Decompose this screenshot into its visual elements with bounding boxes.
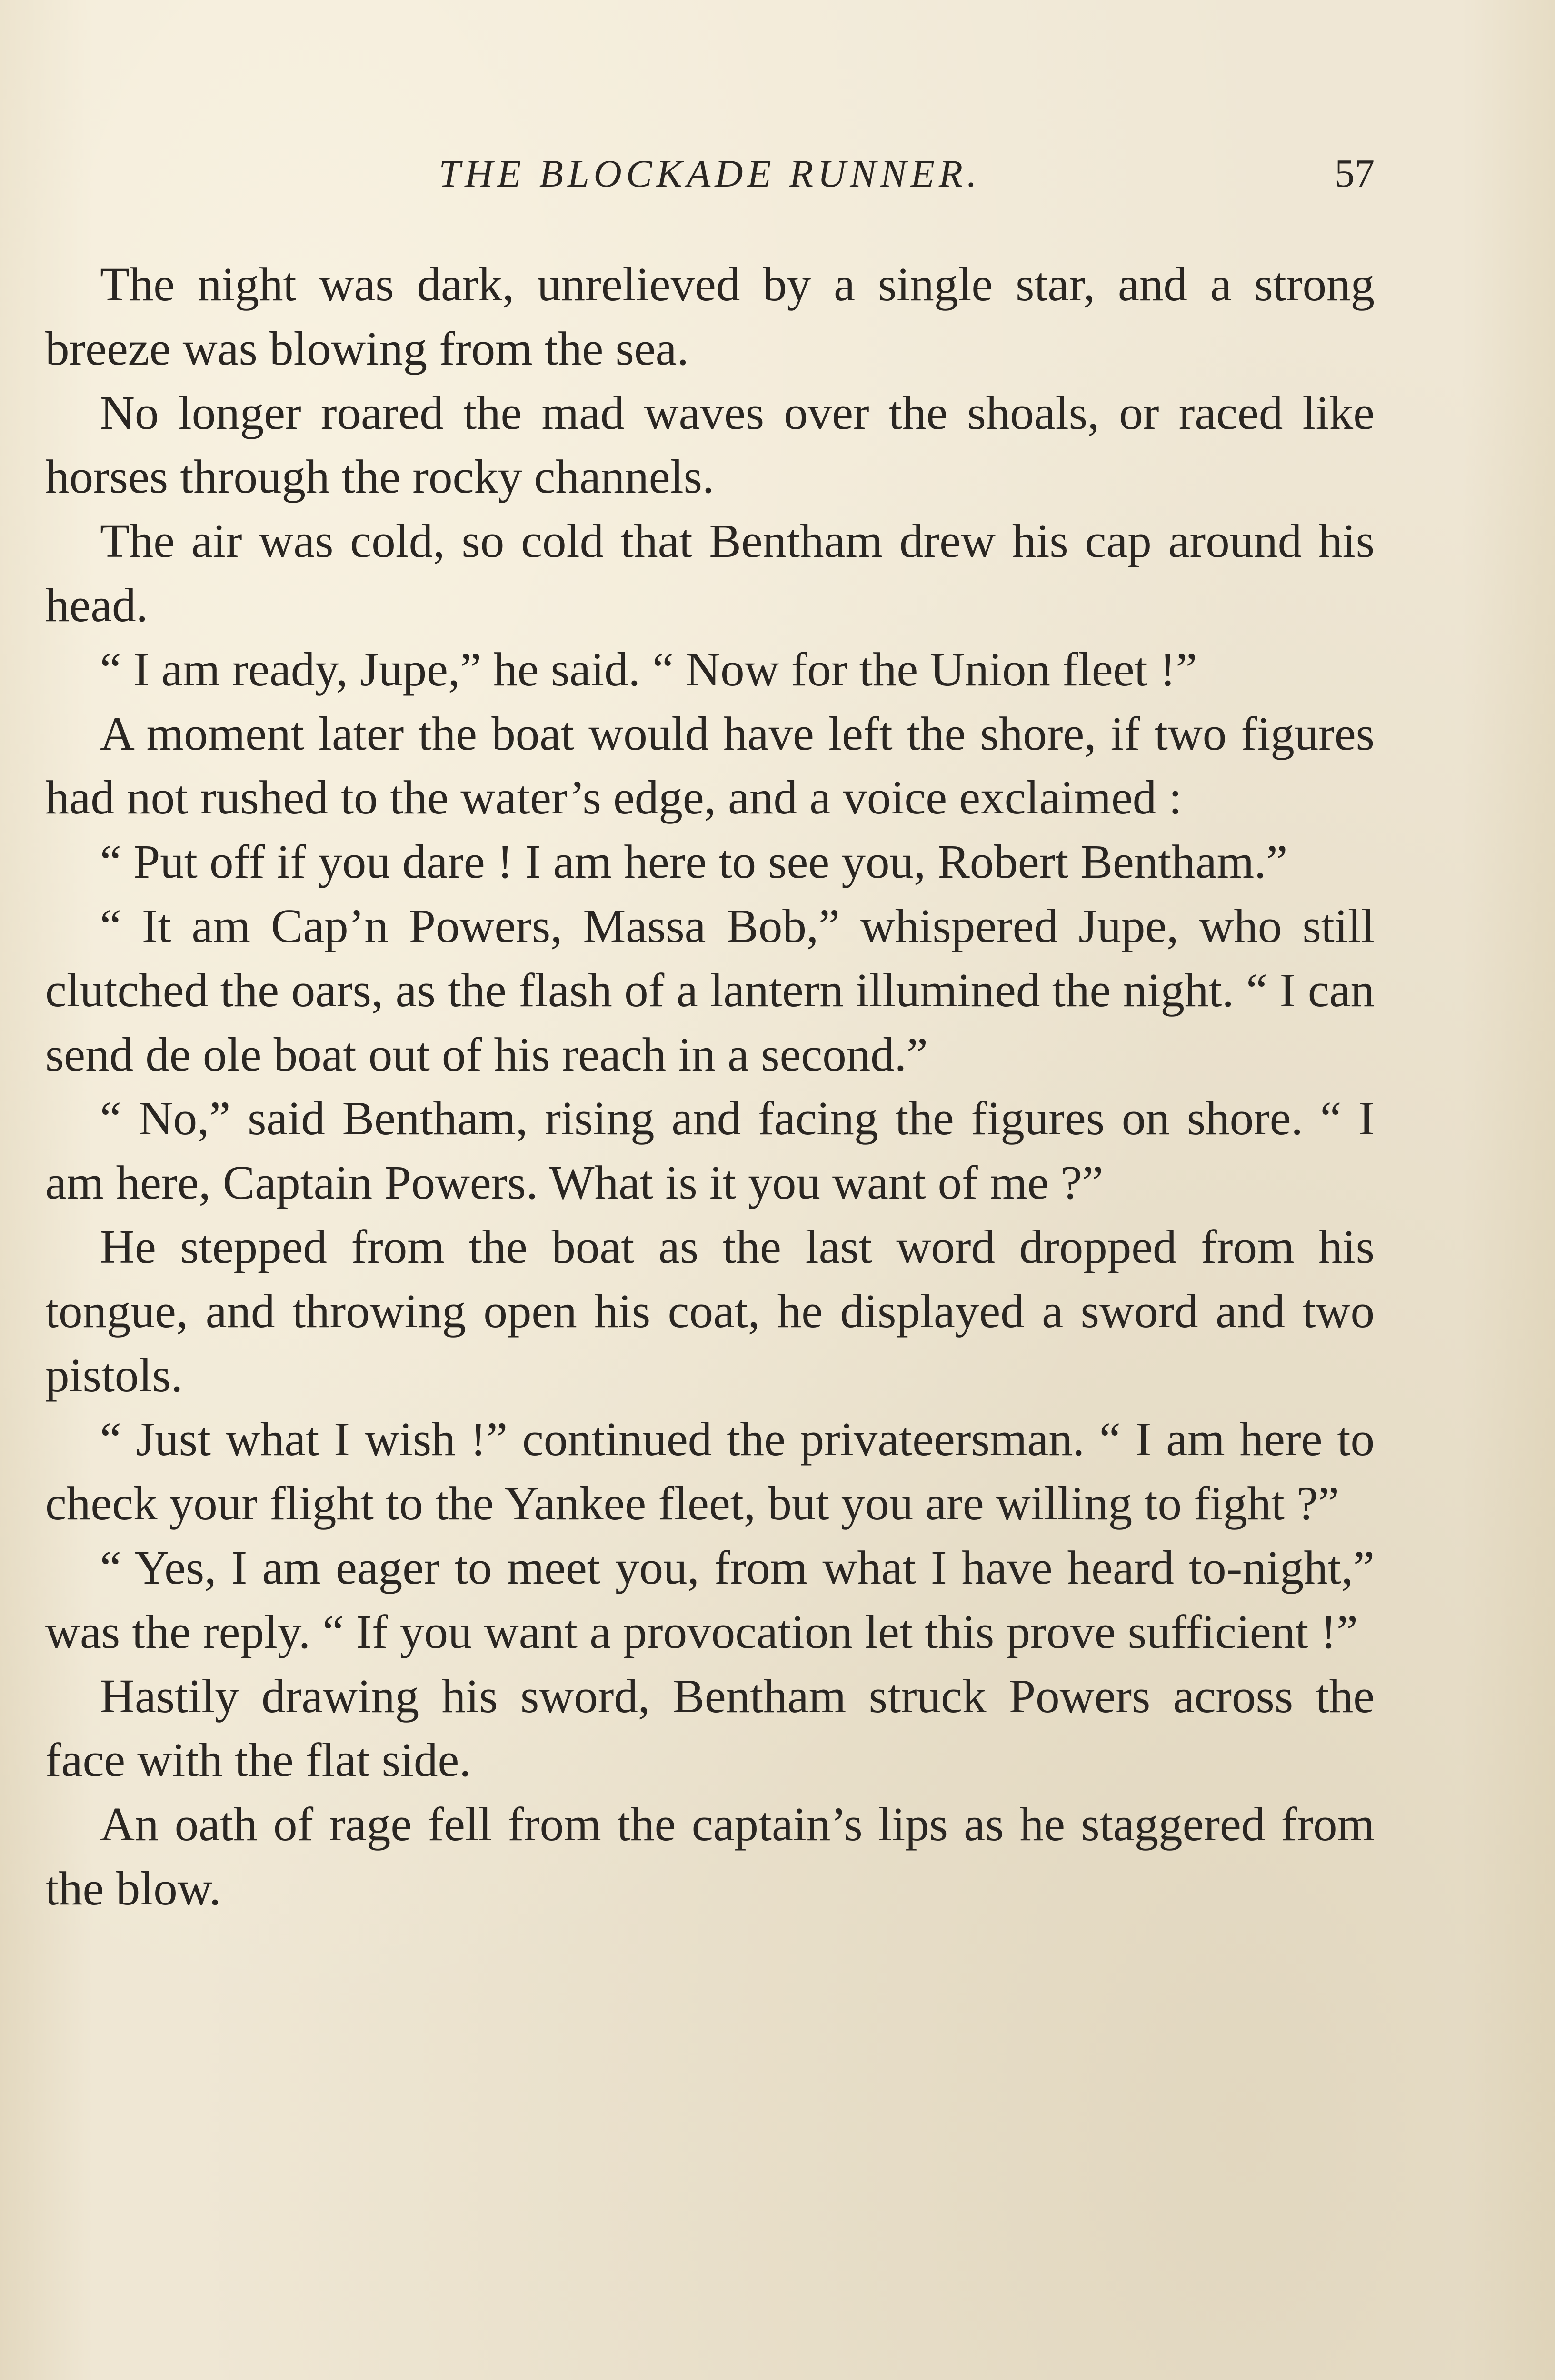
body-text [45, 252, 1375, 1921]
page-number: 57 [1335, 151, 1375, 196]
running-head [45, 143, 1375, 205]
paragraph: No longer roared the mad waves over the shoals, or raced like horses through the rocky channels. [45, 386, 1375, 504]
paragraph: “ It am Cap’n Powers, Massa Bob,” whispered Jupe, who still clutched the oars, as the flash of a lantern illumined the night. “ I can send de ole boat out of his reach in a second.” [45, 899, 1375, 1081]
running-title: THE BLOCKADE RUNNER. [439, 152, 981, 195]
paragraph: “ Yes, I am eager to meet you, from what I have heard to-night,” was the reply. “ If you want a provocation let this prove sufficient !” [45, 1540, 1375, 1658]
paragraph: “ Put off if you dare ! I am here to see you, Robert Bentham.” [100, 835, 1288, 889]
paragraph: “ Just what I wish !” continued the privateersman. “ I am here to check your flight to the Yankee fleet, but you are willing to fight ?” [45, 1412, 1375, 1530]
paragraph: Hastily drawing his sword, Bentham struck Powers across the face with the flat side. [45, 1669, 1375, 1787]
paragraph: An oath of rage fell from the captain’s lips as he staggered from the blow. [45, 1797, 1375, 1915]
paragraph: “ I am ready, Jupe,” he said. “ Now for the Union fleet !” [100, 642, 1197, 696]
paragraph: A moment later the boat would have left the shore, if two figures had not rushed to the water’s edge, and a voice exclaimed : [45, 706, 1375, 824]
paragraph: He stepped from the boat as the last word dropped from his tongue, and throwing open his coat, he displayed a sword and two pistols. [45, 1220, 1375, 1402]
paragraph: “ No,” said Bentham, rising and facing the figures on shore. “ I am here, Captain Powers. What is it you want of me ?” [45, 1091, 1375, 1210]
paragraph: The night was dark, unrelieved by a single star, and a strong breeze was blowing from the sea. [45, 258, 1375, 375]
paragraph: The air was cold, so cold that Bentham drew his cap around his head. [45, 514, 1375, 632]
